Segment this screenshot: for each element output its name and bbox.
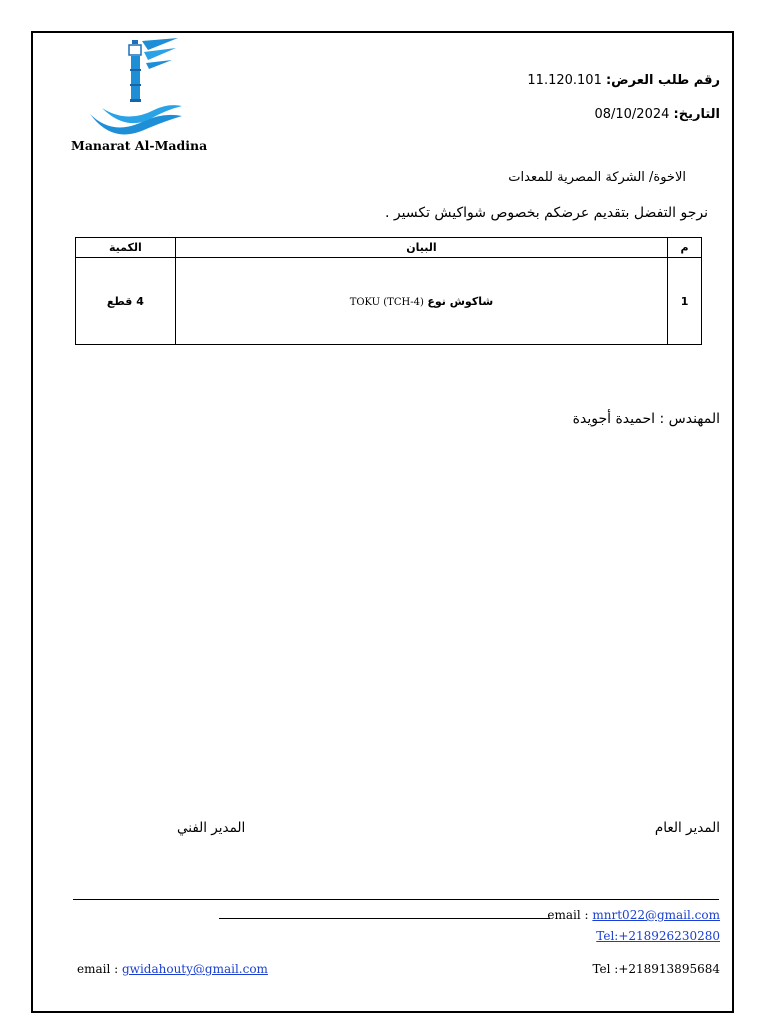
- reference-label: رقم طلب العرض:: [605, 73, 720, 88]
- footer-email-2: [77, 962, 268, 976]
- row-qty: 4 قطع: [76, 258, 176, 345]
- request-text: نرجو التفضل بتقديم عرضكم بخصوص شواكيش تكسير .: [385, 205, 708, 221]
- technical-manager-signature: المدير الفني: [177, 820, 246, 836]
- footer-short-line: [219, 918, 550, 919]
- date-value: 08/10/2024: [594, 107, 670, 122]
- company-name: Manarat Al-Madina: [71, 138, 208, 153]
- row-desc: [175, 258, 667, 345]
- tel-link-1[interactable]: Tel:+218926230280: [596, 929, 720, 943]
- header-num: م: [668, 238, 702, 258]
- email-link-1[interactable]: mnrt022@gmail.com: [592, 908, 720, 922]
- reference-line: [527, 73, 720, 88]
- date-line: [594, 107, 720, 122]
- header-qty: الكمية: [76, 238, 176, 258]
- table-row: [76, 258, 702, 345]
- reference-value: 11.120.101: [527, 73, 602, 88]
- items-table: [75, 237, 702, 345]
- lighthouse-logo-icon: [82, 36, 192, 146]
- footer-divider: [73, 899, 719, 900]
- email-label-2: email :: [77, 962, 122, 976]
- table-header-row: [76, 238, 702, 258]
- footer-tel-2: Tel :+218913895684: [592, 962, 720, 976]
- date-label: التاريخ:: [673, 107, 720, 122]
- email-link-2[interactable]: gwidahouty@gmail.com: [121, 962, 268, 976]
- row-desc-latin: TOKU (TCH-4): [349, 296, 424, 308]
- footer-tel-1: [596, 929, 720, 943]
- footer-email-1: [547, 908, 720, 922]
- email-label-1: email :: [547, 908, 593, 922]
- header-desc: البيان: [175, 238, 667, 258]
- engineer-name: المهندس : احميدة أجويدة: [572, 411, 720, 427]
- recipient: الاخوة/ الشركة المصرية للمعدات: [508, 170, 686, 185]
- row-desc-arabic: شاكوش نوع: [427, 294, 494, 308]
- row-num: 1: [668, 258, 702, 345]
- general-manager-signature: المدير العام: [654, 820, 720, 836]
